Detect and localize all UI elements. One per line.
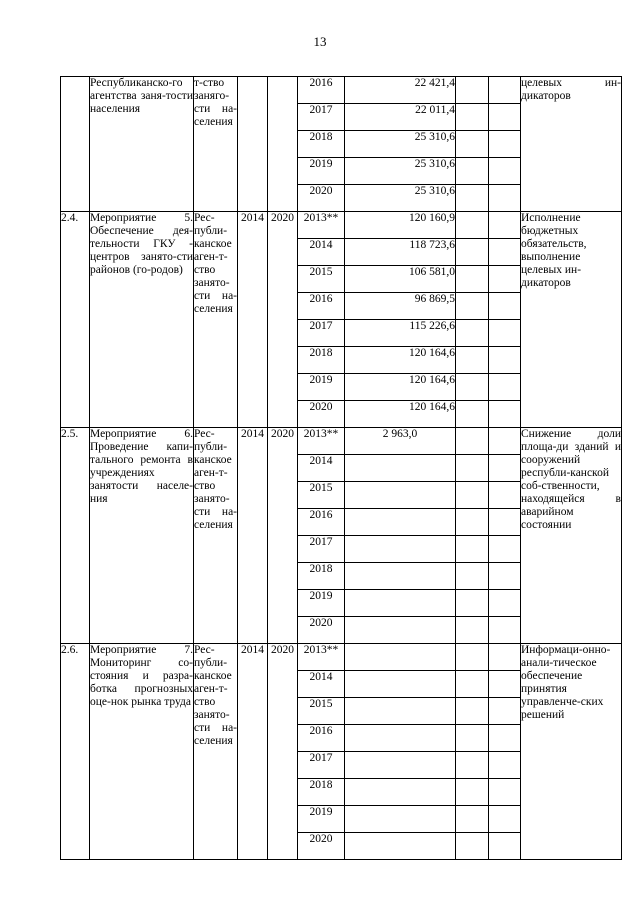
amount-cell: 120 160,9 — [345, 212, 456, 239]
empty-cell — [456, 428, 489, 455]
page-number: 13 — [313, 34, 327, 49]
amount-cell — [345, 455, 456, 482]
executor: Рес-публи-канское аген-т-ство занято-сти на-селения — [194, 428, 238, 644]
empty-cell — [489, 266, 521, 293]
year-cell: 2017 — [298, 536, 345, 563]
empty-cell — [456, 509, 489, 536]
amount-cell: 120 164,6 — [345, 347, 456, 374]
year-cell: 2020 — [298, 617, 345, 644]
amount-cell: 120 164,6 — [345, 401, 456, 428]
empty-cell — [456, 671, 489, 698]
year-cell: 2015 — [298, 266, 345, 293]
empty-cell — [489, 131, 521, 158]
amount-cell — [345, 509, 456, 536]
year-cell: 2018 — [298, 347, 345, 374]
empty-cell — [456, 482, 489, 509]
empty-cell — [489, 536, 521, 563]
amount-cell: 2 963,0 — [345, 428, 456, 455]
empty-cell — [456, 185, 489, 212]
empty-cell — [456, 374, 489, 401]
amount-cell: 96 869,5 — [345, 293, 456, 320]
empty-cell — [489, 374, 521, 401]
item-number: 2.4. — [61, 212, 90, 428]
amount-cell — [345, 644, 456, 671]
empty-cell — [456, 725, 489, 752]
empty-cell — [489, 104, 521, 131]
empty-cell — [489, 752, 521, 779]
year-cell: 2013** — [298, 428, 345, 455]
expected-result: Снижение доли площа-ди зданий и сооружений республи-канской соб-ственности, находящейся в аварийном состоянии — [521, 428, 622, 644]
empty-cell — [489, 725, 521, 752]
year-cell: 2020 — [298, 401, 345, 428]
year-cell: 2018 — [298, 563, 345, 590]
empty-cell — [489, 455, 521, 482]
amount-cell — [345, 725, 456, 752]
executor: Рес-публи-канское аген-т-ство занято-сти на-селения — [194, 644, 238, 860]
empty-cell — [456, 320, 489, 347]
empty-cell — [456, 158, 489, 185]
empty-cell — [489, 563, 521, 590]
year-cell: 2016 — [298, 725, 345, 752]
empty-cell — [456, 347, 489, 374]
empty-cell — [489, 698, 521, 725]
empty-cell — [456, 644, 489, 671]
table-row — [61, 428, 622, 455]
empty-cell — [489, 779, 521, 806]
item-number: 2.5. — [61, 428, 90, 644]
end-year: 2020 — [268, 212, 298, 428]
executor: Рес-публи-канское аген-т-ство занято-сти на-селения — [194, 212, 238, 428]
empty-cell — [456, 293, 489, 320]
amount-cell — [345, 779, 456, 806]
empty-cell — [456, 131, 489, 158]
empty-cell — [489, 806, 521, 833]
empty-cell — [456, 563, 489, 590]
year-cell: 2018 — [298, 131, 345, 158]
amount-cell — [345, 482, 456, 509]
amount-cell: 118 723,6 — [345, 239, 456, 266]
year-cell: 2013** — [298, 212, 345, 239]
year-cell: 2020 — [298, 833, 345, 860]
amount-cell — [345, 563, 456, 590]
program-table — [60, 76, 622, 860]
year-cell: 2014 — [298, 671, 345, 698]
expected-result: Исполнение бюджетных обязательств, выполнение целевых ин-дикаторов — [521, 212, 622, 428]
amount-cell: 106 581,0 — [345, 266, 456, 293]
start-year — [238, 77, 268, 212]
empty-cell — [456, 401, 489, 428]
year-cell: 2019 — [298, 590, 345, 617]
empty-cell — [456, 77, 489, 104]
table-row — [61, 644, 622, 671]
table-row — [61, 77, 622, 104]
amount-cell: 115 226,6 — [345, 320, 456, 347]
empty-cell — [456, 779, 489, 806]
empty-cell — [489, 482, 521, 509]
amount-cell — [345, 833, 456, 860]
year-cell: 2015 — [298, 698, 345, 725]
empty-cell — [456, 806, 489, 833]
year-cell: 2019 — [298, 374, 345, 401]
amount-cell — [345, 536, 456, 563]
amount-cell — [345, 617, 456, 644]
executor: т-ство заняго-сти на-селения — [194, 77, 238, 212]
empty-cell — [489, 671, 521, 698]
year-cell: 2017 — [298, 320, 345, 347]
empty-cell — [489, 293, 521, 320]
empty-cell — [456, 104, 489, 131]
empty-cell — [489, 158, 521, 185]
amount-cell: 25 310,6 — [345, 158, 456, 185]
expected-result: Информаци-онно-анали-тическое обеспечение принятия управленче-ских решений — [521, 644, 622, 860]
empty-cell — [456, 590, 489, 617]
amount-cell: 22 421,4 — [345, 77, 456, 104]
activity-name: Мероприятие 6. Проведение капи-тального ремонта в учреждениях занятости населе-ния — [90, 428, 194, 644]
year-cell: 2017 — [298, 104, 345, 131]
year-cell: 2014 — [298, 455, 345, 482]
empty-cell — [489, 347, 521, 374]
empty-cell — [489, 509, 521, 536]
activity-name: Республиканско-го агентства заня-тости населения — [90, 77, 194, 212]
amount-cell: 22 011,4 — [345, 104, 456, 131]
empty-cell — [456, 752, 489, 779]
year-cell: 2019 — [298, 806, 345, 833]
empty-cell — [489, 185, 521, 212]
empty-cell — [456, 617, 489, 644]
empty-cell — [456, 266, 489, 293]
year-cell: 2020 — [298, 185, 345, 212]
empty-cell — [489, 320, 521, 347]
start-year: 2014 — [238, 644, 268, 860]
activity-name: Мероприятие 5. Обеспечение дея-тельности ГКУ - центров занято-сти районов (го-родов) — [90, 212, 194, 428]
empty-cell — [489, 401, 521, 428]
empty-cell — [489, 590, 521, 617]
amount-cell — [345, 752, 456, 779]
start-year: 2014 — [238, 428, 268, 644]
end-year: 2020 — [268, 644, 298, 860]
activity-name: Мероприятие 7. Мониторинг со-стояния и разра-ботка прогнозных оце-нок рынка труда — [90, 644, 194, 860]
year-cell: 2014 — [298, 239, 345, 266]
start-year: 2014 — [238, 212, 268, 428]
year-cell: 2016 — [298, 509, 345, 536]
year-cell: 2018 — [298, 779, 345, 806]
empty-cell — [489, 617, 521, 644]
item-number — [61, 77, 90, 212]
amount-cell: 120 164,6 — [345, 374, 456, 401]
empty-cell — [489, 833, 521, 860]
year-cell: 2015 — [298, 482, 345, 509]
empty-cell — [456, 536, 489, 563]
amount-cell: 25 310,6 — [345, 185, 456, 212]
item-number: 2.6. — [61, 644, 90, 860]
amount-cell — [345, 806, 456, 833]
amount-cell — [345, 590, 456, 617]
empty-cell — [489, 212, 521, 239]
empty-cell — [489, 77, 521, 104]
year-cell: 2019 — [298, 158, 345, 185]
empty-cell — [456, 833, 489, 860]
end-year: 2020 — [268, 428, 298, 644]
expected-result: целевых ин-дикаторов — [521, 77, 622, 212]
year-cell: 2016 — [298, 77, 345, 104]
year-cell: 2013** — [298, 644, 345, 671]
empty-cell — [489, 644, 521, 671]
year-cell: 2016 — [298, 293, 345, 320]
table-row — [61, 212, 622, 239]
amount-cell — [345, 671, 456, 698]
amount-cell — [345, 698, 456, 725]
amount-cell: 25 310,6 — [345, 131, 456, 158]
end-year — [268, 77, 298, 212]
empty-cell — [456, 698, 489, 725]
empty-cell — [456, 239, 489, 266]
empty-cell — [489, 428, 521, 455]
empty-cell — [456, 455, 489, 482]
year-cell: 2017 — [298, 752, 345, 779]
empty-cell — [456, 212, 489, 239]
empty-cell — [489, 239, 521, 266]
